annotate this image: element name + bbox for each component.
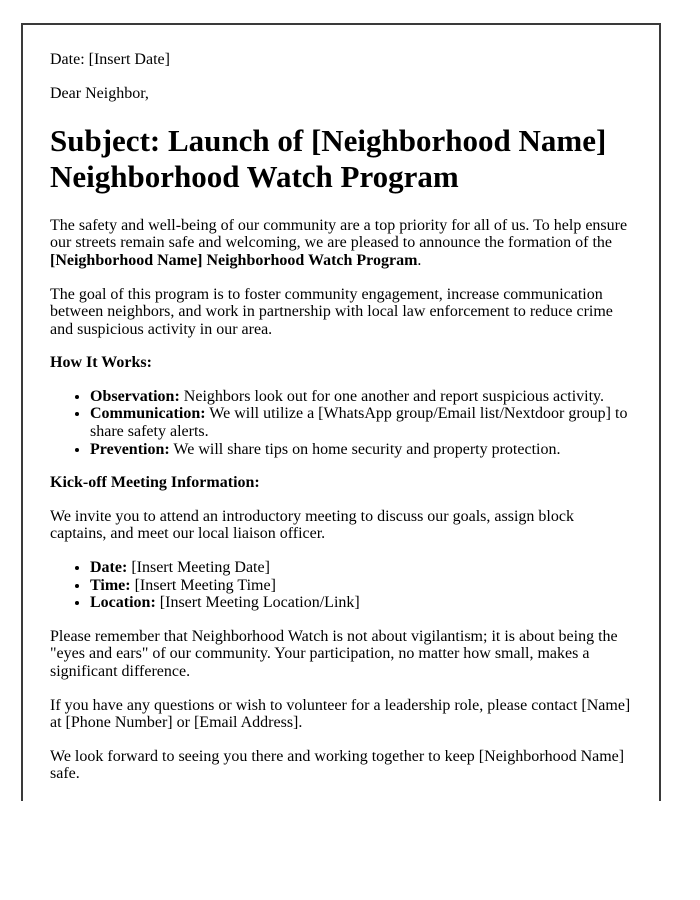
bullet-text: Neighbors look out for one another and report suspicious activity. (179, 387, 604, 405)
kickoff-heading: Kick-off Meeting Information: (50, 474, 260, 492)
list-item (90, 405, 632, 440)
bullet-text: [Insert Meeting Time] (130, 576, 276, 594)
closing-paragraph: We look forward to seeing you there and working together to keep [Neighborhood Name] safe. (50, 747, 625, 783)
bullet-text: We will utilize a [WhatsApp group/Email list/Nextdoor group] to share safety alerts. (90, 405, 628, 441)
bullet-label: Date: (90, 559, 128, 577)
reminder-paragraph: Please remember that Neighborhood Watch is not about vigilantism; it is about being the "eyes and ears" of our community. Your participation, no matter how small, makes a significant difference. (50, 627, 618, 680)
contact-paragraph: If you have any questions or wish to volunteer for a leadership role, please contact [Name] at [Phone Number] or [Email Address]. (50, 696, 631, 732)
list-item (90, 559, 632, 577)
invite-paragraph: We invite you to attend an introductory meeting to discuss our goals, assign block captains, and meet our local liaison officer. (50, 507, 574, 543)
subject-heading: Subject: Launch of [Neighborhood Name] Neighborhood Watch Program (50, 123, 607, 195)
meeting-info-list (50, 559, 632, 612)
intro-text-after: . (417, 251, 422, 269)
bullet-label: Location: (90, 594, 156, 612)
bullet-label: Communication: (90, 405, 206, 423)
bullet-text: We will share tips on home security and property protection. (169, 440, 561, 458)
list-item (90, 441, 632, 459)
how-it-works-heading: How It Works: (50, 354, 152, 372)
list-item (90, 388, 632, 406)
bullet-label: Observation: (90, 387, 180, 405)
list-item (90, 577, 632, 595)
bullet-text: [Insert Meeting Date] (127, 559, 270, 577)
goal-paragraph: The goal of this program is to foster community engagement, increase communication between neighbors, and work in partnership with local law enforcement to reduce crime and suspicious activity in our area. (50, 285, 613, 338)
intro-paragraph (50, 217, 632, 270)
intro-text-before: The safety and well-being of our community are a top priority for all of us. To help ensure our streets remain safe and welcoming, we are pleased to announce the formation of the (50, 216, 628, 252)
bullet-label: Prevention: (90, 440, 170, 458)
date-line: Date: [Insert Date] (50, 51, 170, 68)
salutation: Dear Neighbor, (50, 84, 149, 102)
letter-page (21, 23, 661, 801)
list-item (90, 594, 632, 612)
how-it-works-list (50, 388, 632, 458)
intro-bold-program-name: [Neighborhood Name] Neighborhood Watch Program (50, 251, 418, 269)
bullet-text: [Insert Meeting Location/Link] (155, 594, 360, 612)
bullet-label: Time: (90, 576, 131, 594)
